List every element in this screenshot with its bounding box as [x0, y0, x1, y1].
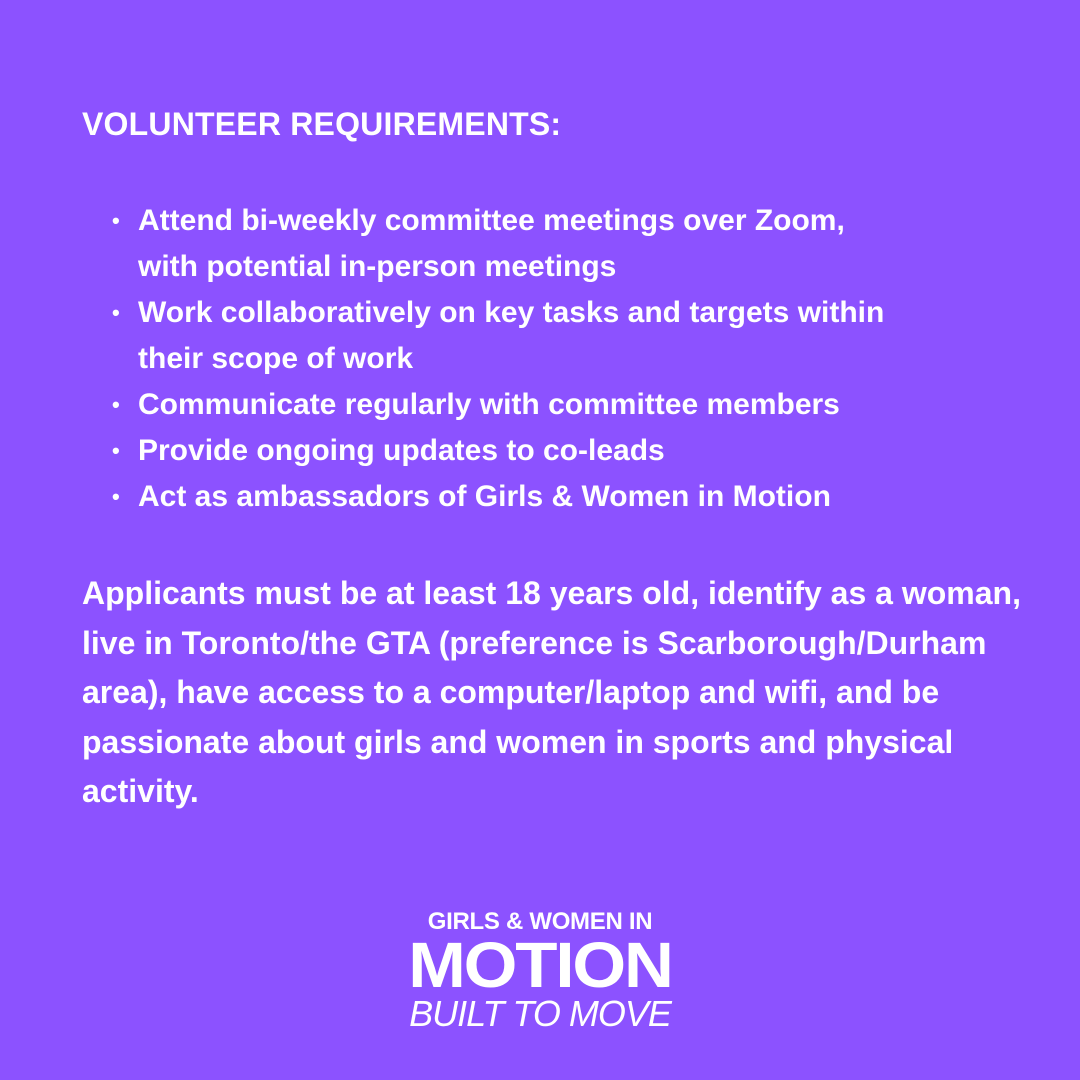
logo-main-text: MOTION [408, 929, 672, 1001]
requirement-item [110, 428, 1010, 474]
bullet-icon: • [112, 438, 120, 463]
bullet-icon: • [112, 300, 120, 325]
requirement-line: Communicate regularly with committee members [138, 388, 840, 421]
requirement-line: Work collaboratively on key tasks and targets within [138, 296, 885, 329]
requirement-item [110, 474, 1010, 520]
requirements-list [110, 198, 1010, 520]
requirement-item [110, 198, 1010, 290]
logo-tagline: BUILT TO MOVE [409, 993, 671, 1034]
requirement-line: Provide ongoing updates to co-leads [138, 434, 665, 467]
requirement-line: Attend bi-weekly committee meetings over Zoom, [138, 204, 845, 237]
requirement-line: with potential in-person meetings [138, 250, 617, 283]
bullet-icon: • [112, 484, 120, 509]
requirements-heading: VOLUNTEER REQUIREMENTS: [82, 106, 562, 142]
requirement-line: Act as ambassadors of Girls & Women in Motion [138, 480, 831, 513]
bullet-icon: • [112, 208, 120, 233]
requirement-line: their scope of work [138, 342, 414, 375]
requirement-item [110, 382, 1010, 428]
eligibility-paragraph: Applicants must be at least 18 years old, identify as a woman, live in Toronto/the GTA (preference is Scarborough/Durham area), have access to a computer/laptop and wifi, and be passionate about girls and women in sports and physical activity. [82, 575, 1021, 809]
bullet-icon: • [112, 392, 120, 417]
logo-top-text: GIRLS & WOMEN IN [427, 908, 653, 935]
brand-logo [380, 908, 700, 1036]
requirement-item [110, 290, 1010, 382]
